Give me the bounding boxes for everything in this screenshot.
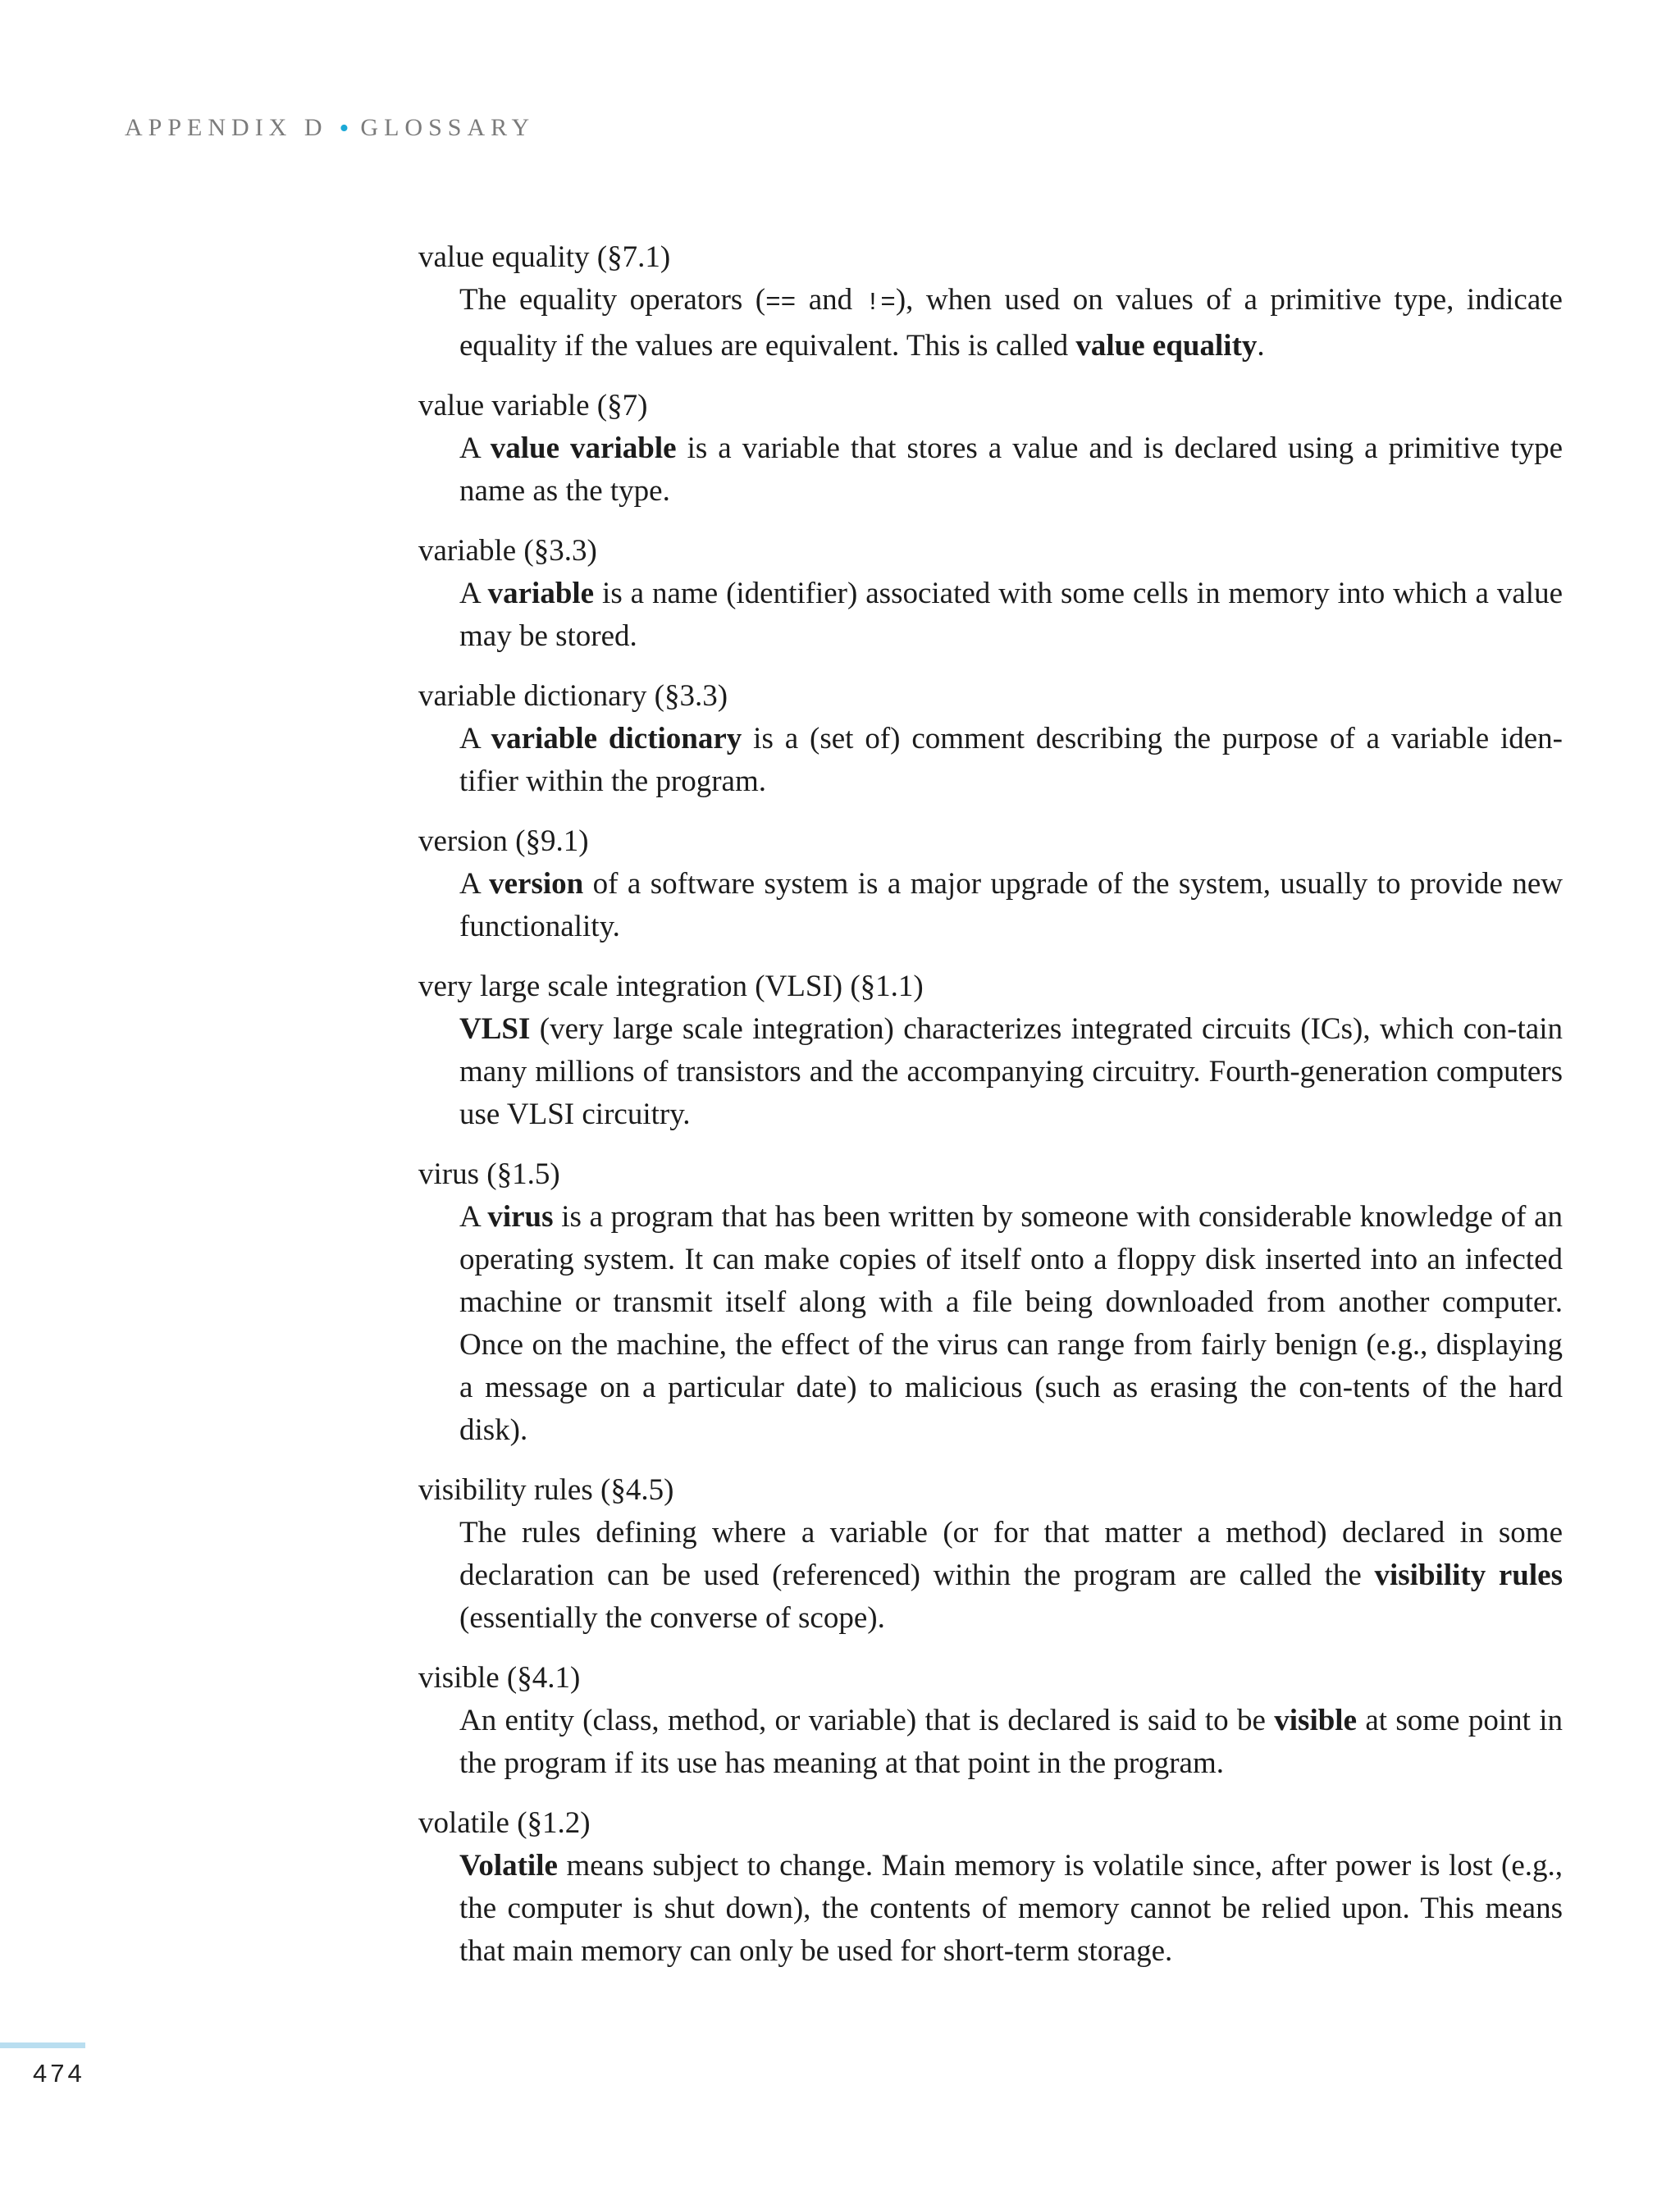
definition-text: of a software system is a major upgrade of the system, usually to provide new functionality. [459, 867, 1563, 943]
glossary-entry [418, 1469, 1563, 1640]
definition-text: An entity (class, method, or variable) that is declared is said to be [459, 1704, 1275, 1737]
glossary-term: value equality (§7.1) [418, 240, 671, 274]
defined-term: value variable [490, 431, 677, 465]
defined-term: version [489, 867, 584, 901]
glossary-definition [418, 279, 1563, 367]
definition-text: The equality operators ( [459, 283, 766, 317]
glossary-entry [418, 965, 1563, 1136]
glossary-entry [418, 530, 1563, 658]
definition-text: (very large scale integration) characterizes integrated circuits (ICs), which con-tain many millions of transistors and the accompanying circuitry. Fourth-generation computers use VLSI circuitry. [459, 1012, 1563, 1131]
definition-text: and [796, 283, 865, 317]
code-operator: == [765, 289, 797, 317]
definition-text: is a variable that stores a value and is declared using a primitive type name as the type. [459, 431, 1564, 508]
glossary-term: virus (§1.5) [418, 1157, 560, 1191]
defined-term: visible [1274, 1704, 1358, 1737]
code-operator: != [865, 289, 896, 317]
definition-text: The rules defining where a variable (or for that matter a method) declared in some declaration can be used (referenced) within the program are called the [459, 1516, 1563, 1592]
glossary-definition [418, 427, 1563, 513]
glossary-definition [418, 1700, 1563, 1785]
glossary-entry [418, 675, 1563, 803]
glossary-term: value variable (§7) [418, 389, 648, 422]
glossary-definition [418, 573, 1563, 658]
glossary-term: volatile (§1.2) [418, 1806, 591, 1840]
glossary-entry [418, 1657, 1563, 1785]
page-number: 474 [33, 2059, 85, 2088]
definition-text: A [459, 1200, 488, 1234]
defined-term: Volatile [459, 1849, 558, 1883]
defined-term: variable dictionary [491, 722, 742, 755]
glossary-entry [418, 820, 1563, 948]
glossary-term: visibility rules (§4.5) [418, 1473, 674, 1507]
glossary-definition [418, 1196, 1563, 1452]
glossary-entries [418, 236, 1563, 1990]
definition-text: A [459, 431, 491, 465]
glossary-term: version (§9.1) [418, 824, 589, 858]
defined-term: value equality [1075, 329, 1258, 363]
definition-text: A [459, 722, 491, 755]
glossary-definition [418, 1845, 1563, 1973]
definition-text: is a name (identifier) associated with some cells in memory into which a value may be stored. [459, 577, 1563, 653]
glossary-definition [418, 1008, 1563, 1136]
definition-text: means subject to change. Main memory is volatile since, after power is lost (e.g., the computer is shut down), the contents of memory cannot be relied upon. This means that main memory can only be used for short-term storage. [459, 1849, 1563, 1968]
glossary-definition [418, 718, 1563, 803]
folio-rule [0, 2042, 85, 2048]
defined-term: variable [487, 577, 595, 610]
glossary-entry [418, 385, 1563, 513]
running-head-title: GLOSSARY [360, 114, 536, 141]
glossary-entry [418, 236, 1563, 367]
glossary-definition [418, 863, 1563, 948]
glossary-term: very large scale integration (VLSI) (§1.1) [418, 970, 924, 1003]
glossary-entry [418, 1802, 1563, 1973]
glossary-definition [418, 1512, 1563, 1640]
glossary-term: variable dictionary (§3.3) [418, 679, 728, 713]
glossary-term: visible (§4.1) [418, 1661, 581, 1695]
glossary-term: variable (§3.3) [418, 534, 597, 568]
running-head-section: APPENDIX D [125, 114, 328, 141]
defined-term: virus [487, 1200, 554, 1234]
defined-term: visibility rules [1374, 1559, 1563, 1592]
definition-text: at some point in the program if its use has meaning at that point in the program. [459, 1704, 1563, 1780]
definition-text: ), when used on values of a primitive type, indicate equality if the values are equivalent. This is called [459, 283, 1563, 363]
running-head [125, 112, 535, 143]
definition-text: (essentially the converse of scope). [459, 1601, 885, 1635]
definition-text: is a program that has been written by someone with considerable knowledge of an operating system. It can make copies of itself onto a floppy disk inserted into an infected machine or transmit itself along with a file being downloaded from another computer. Once on the machine, the effect of the virus can range from fairly benign (e.g., displaying a message on a particular date) to malicious (such as erasing the con-tents of the hard disk). [459, 1200, 1563, 1447]
definition-text: is a (set of) comment describing the purpose of a variable iden-tifier within the program. [459, 722, 1564, 798]
definition-text: A [459, 867, 490, 901]
definition-text: . [1257, 329, 1265, 363]
definition-text: A [459, 577, 488, 610]
defined-term: VLSI [459, 1012, 531, 1046]
running-head-bullet: • [339, 113, 349, 144]
glossary-entry [418, 1153, 1563, 1452]
